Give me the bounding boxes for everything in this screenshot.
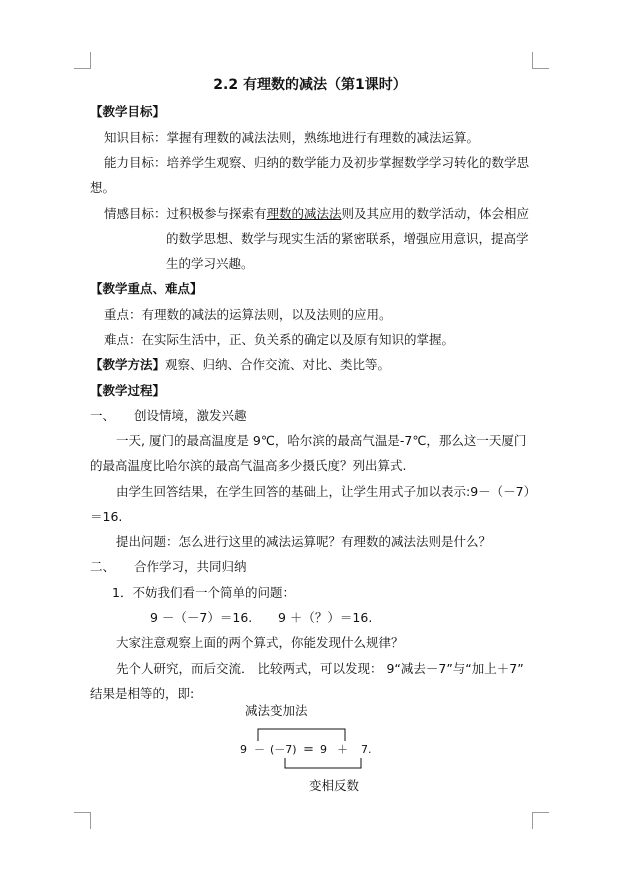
diagram-top-label: 减法变加法 bbox=[245, 703, 308, 718]
goals-header: 【教学目标】 bbox=[90, 104, 166, 119]
keypoints-header: 【教学重点、难点】 bbox=[90, 281, 203, 296]
equation-2: 9 ＋（？）＝16. bbox=[278, 610, 373, 625]
top-bracket bbox=[258, 729, 345, 741]
process-header: 【教学过程】 bbox=[90, 383, 166, 398]
paragraph-1-line2: 的最高温度比哈尔滨的最高气温高多少摄氏度？列出算式. bbox=[90, 458, 407, 473]
diagram-nine: 9 bbox=[240, 743, 247, 756]
paragraph-5-line2: 结果是相等的，即: bbox=[90, 686, 195, 701]
paragraph-5-line1: 先个人研究，而后交流． 比较两式，可以发现： 9“减去－7”与“加上＋7” bbox=[116, 661, 524, 676]
item-1: 1．不妨我们看一个简单的问题： bbox=[112, 585, 295, 600]
diagram-plus: ＋ bbox=[337, 743, 348, 756]
diagram-bottom-label: 变相反数 bbox=[309, 778, 360, 793]
paragraph-2-line1: 由学生回答结果，在学生回答的基础上，让学生用式子加以表示:9－（－7） bbox=[116, 484, 537, 499]
ability-goal-line2: 想。 bbox=[90, 180, 116, 195]
diagram-seven: 7. bbox=[361, 743, 372, 756]
keypoint-text: 重点：有理数的减法的运算法则，以及法则的应用。 bbox=[104, 307, 392, 322]
emotion-goal-text-b: 则及其应用的数学活动，体会相应 bbox=[341, 206, 530, 221]
knowledge-goal: 知识目标：掌握有理数的减法法则，熟练地进行有理数的减法运算。 bbox=[104, 130, 480, 145]
difficulty-text: 难点：在实际生活中，正、负关系的确定以及原有知识的掌握。 bbox=[104, 332, 455, 347]
diagram-equals: ＝ bbox=[303, 743, 314, 756]
page-title: 2.2 有理数的减法（第1课时） bbox=[213, 77, 407, 93]
equation-1: 9 －（－7）＝16. bbox=[150, 610, 253, 625]
emotion-goal-line3: 生的学习兴趣。 bbox=[166, 256, 254, 271]
step2-title: 合作学习，共同归纳 bbox=[134, 559, 247, 574]
diagram-nine-b: 9 bbox=[320, 743, 327, 756]
emotion-goal-underlined: 理数的减法法 bbox=[266, 206, 342, 221]
ability-goal-line1: 能力目标：培养学生观察、归纳的数学能力及初步掌握数学学习转化的数学思 bbox=[104, 155, 530, 170]
method-text: 观察、归纳、合作交流、对比、类比等。 bbox=[165, 357, 391, 372]
paragraph-1-line1: 一天, 厦门的最高温度是 9℃，哈尔滨的最高气温是-7℃，那么这一天厦门 bbox=[116, 433, 527, 448]
step1-number: 一、 bbox=[90, 408, 116, 423]
diagram-negative-seven: (－7) bbox=[270, 743, 297, 756]
paragraph-3: 提出问题：怎么进行这里的减法运算呢？有理数的减法法则是什么？ bbox=[116, 534, 492, 549]
emotion-goal-text-a: 情感目标：过积极参与探索有 bbox=[104, 206, 267, 221]
method-header: 【教学方法】 bbox=[90, 357, 166, 372]
step1-title: 创设情境，激发兴趣 bbox=[134, 408, 247, 423]
paragraph-2-line2: ＝16. bbox=[90, 509, 123, 524]
step2-number: 二、 bbox=[90, 559, 116, 574]
bottom-bracket bbox=[285, 758, 361, 768]
paragraph-4: 大家注意观察上面的两个算式，你能发现什么规律？ bbox=[116, 635, 404, 650]
emotion-goal-line2: 的数学思想、数学与现实生活的紧密联系，增强应用意识，提高学 bbox=[166, 231, 529, 246]
diagram-minus: － bbox=[254, 743, 265, 756]
